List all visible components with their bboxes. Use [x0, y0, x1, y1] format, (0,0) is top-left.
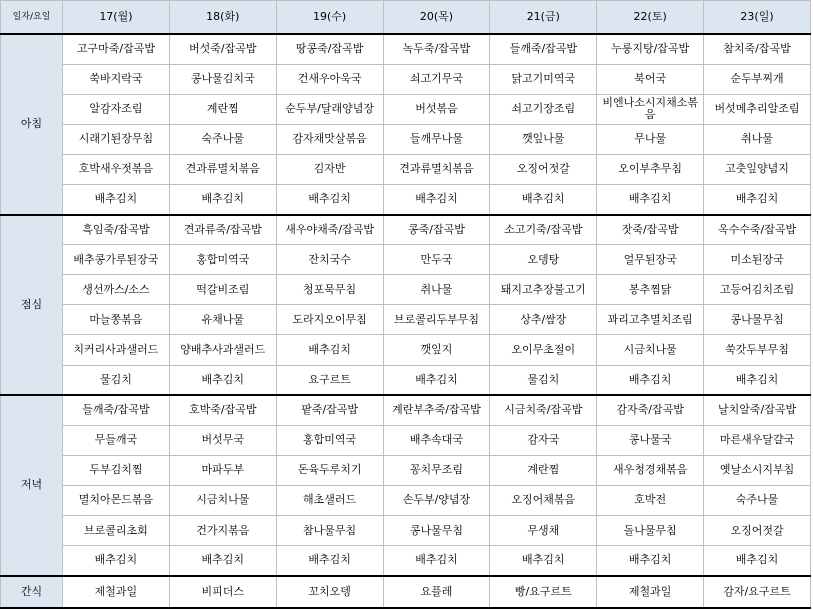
menu-cell: 고춧잎양념지 — [704, 154, 811, 184]
menu-row — [1, 395, 811, 425]
menu-row — [1, 546, 811, 576]
menu-cell: 감자국 — [490, 425, 597, 455]
menu-cell: 브로콜리두부무침 — [383, 305, 490, 335]
menu-cell: 고구마죽/잡곡밥 — [63, 34, 170, 64]
menu-row — [1, 124, 811, 154]
menu-cell: 두부김치찜 — [63, 455, 170, 485]
menu-cell: 쇠고기장조림 — [490, 94, 597, 124]
menu-cell: 손두부/양념장 — [383, 485, 490, 515]
menu-cell: 콩죽/잡곡밥 — [383, 215, 490, 245]
menu-row — [1, 184, 811, 214]
menu-cell: 소고기죽/잡곡밥 — [490, 215, 597, 245]
menu-cell: 요구르트 — [276, 365, 383, 395]
menu-cell: 계란찜 — [490, 455, 597, 485]
menu-cell: 취나물 — [383, 275, 490, 305]
day-header-fri: 21(금) — [490, 1, 597, 35]
menu-cell: 계란부추죽/잡곡밥 — [383, 395, 490, 425]
menu-cell: 깻잎지 — [383, 335, 490, 365]
menu-cell: 꽈리고추멸치조림 — [597, 305, 704, 335]
menu-cell: 브로콜리초회 — [63, 516, 170, 546]
menu-cell: 배추김치 — [597, 184, 704, 214]
menu-cell: 시금치나물 — [597, 335, 704, 365]
menu-cell: 무들깨국 — [63, 425, 170, 455]
menu-cell: 배추김치 — [63, 546, 170, 576]
menu-cell: 청포묵무침 — [276, 275, 383, 305]
menu-cell: 유채나물 — [169, 305, 276, 335]
menu-cell: 견과류멸치볶음 — [169, 154, 276, 184]
menu-cell: 쇠고기무국 — [383, 64, 490, 94]
menu-cell: 배추김치 — [383, 365, 490, 395]
menu-cell: 버섯죽/잡곡밥 — [169, 34, 276, 64]
menu-cell: 배추김치 — [276, 184, 383, 214]
menu-row — [1, 516, 811, 546]
menu-row — [1, 94, 811, 124]
menu-cell: 알감자조림 — [63, 94, 170, 124]
menu-cell: 감자/요구르트 — [704, 576, 811, 608]
menu-cell: 배추김치 — [490, 184, 597, 214]
menu-cell: 버섯볶음 — [383, 94, 490, 124]
menu-cell: 떡갈비조림 — [169, 275, 276, 305]
menu-cell: 치커리사과샐러드 — [63, 335, 170, 365]
menu-cell: 배추김치 — [169, 365, 276, 395]
menu-cell: 콩나물김치국 — [169, 64, 276, 94]
menu-cell: 멸치아몬드볶음 — [63, 485, 170, 515]
menu-cell: 요플레 — [383, 576, 490, 608]
menu-cell: 물김치 — [490, 365, 597, 395]
menu-cell: 순두부/달래양념장 — [276, 94, 383, 124]
menu-cell: 배추김치 — [383, 184, 490, 214]
menu-row — [1, 34, 811, 64]
menu-cell: 비피더스 — [169, 576, 276, 608]
menu-cell: 오징어젓갈 — [490, 154, 597, 184]
menu-row — [1, 215, 811, 245]
meal-label: 저녁 — [1, 395, 63, 576]
menu-cell: 닭고기미역국 — [490, 64, 597, 94]
menu-cell: 무생채 — [490, 516, 597, 546]
menu-cell: 견과류멸치볶음 — [383, 154, 490, 184]
menu-cell: 북어국 — [597, 64, 704, 94]
menu-cell: 배추김치 — [704, 365, 811, 395]
menu-cell: 무나물 — [597, 124, 704, 154]
menu-cell: 오이부추무침 — [597, 154, 704, 184]
menu-cell: 콩나물무침 — [704, 305, 811, 335]
menu-cell: 상추/쌈장 — [490, 305, 597, 335]
menu-cell: 고등어김치조림 — [704, 275, 811, 305]
menu-cell: 쑥갓두부무침 — [704, 335, 811, 365]
header-row — [1, 1, 811, 35]
meal-label: 아침 — [1, 34, 63, 215]
menu-cell: 숙주나물 — [704, 485, 811, 515]
menu-cell: 건가지볶음 — [169, 516, 276, 546]
meal-label: 점심 — [1, 215, 63, 396]
menu-cell: 봉추찜닭 — [597, 275, 704, 305]
menu-cell: 배추김치 — [63, 184, 170, 214]
menu-cell: 오뎅탕 — [490, 245, 597, 275]
menu-cell: 배추속대국 — [383, 425, 490, 455]
menu-row — [1, 485, 811, 515]
menu-cell: 홍합미역국 — [276, 425, 383, 455]
day-header-mon: 17(월) — [63, 1, 170, 35]
menu-cell: 버섯무국 — [169, 425, 276, 455]
menu-cell: 해초샐러드 — [276, 485, 383, 515]
menu-row — [1, 64, 811, 94]
menu-cell: 콩나물무침 — [383, 516, 490, 546]
menu-cell: 취나물 — [704, 124, 811, 154]
menu-row — [1, 455, 811, 485]
day-header-thu: 20(목) — [383, 1, 490, 35]
menu-cell: 들깨죽/잡곡밥 — [63, 395, 170, 425]
menu-cell: 누룽지탕/잡곡밥 — [597, 34, 704, 64]
menu-cell: 얼무된장국 — [597, 245, 704, 275]
menu-cell: 홍합미역국 — [169, 245, 276, 275]
menu-cell: 녹두죽/잡곡밥 — [383, 34, 490, 64]
menu-cell: 양배추사과샐러드 — [169, 335, 276, 365]
menu-row — [1, 365, 811, 395]
menu-cell: 비엔나소시지채소볶음 — [597, 94, 704, 124]
menu-cell: 땅콩죽/잡곡밥 — [276, 34, 383, 64]
menu-cell: 미소된장국 — [704, 245, 811, 275]
menu-cell: 빵/요구르트 — [490, 576, 597, 608]
menu-cell: 호박새우젓볶음 — [63, 154, 170, 184]
menu-row — [1, 335, 811, 365]
menu-cell: 감자채맛살볶음 — [276, 124, 383, 154]
menu-cell: 들깨무나물 — [383, 124, 490, 154]
menu-cell: 제철과일 — [63, 576, 170, 608]
menu-cell: 순두부찌개 — [704, 64, 811, 94]
menu-cell: 배추김치 — [276, 546, 383, 576]
menu-cell: 호박죽/잡곡밥 — [169, 395, 276, 425]
menu-cell: 제철과일 — [597, 576, 704, 608]
day-header-tue: 18(화) — [169, 1, 276, 35]
meal-label: 간식 — [1, 576, 63, 608]
day-header-sat: 22(토) — [597, 1, 704, 35]
menu-cell: 시금치나물 — [169, 485, 276, 515]
menu-cell: 호박전 — [597, 485, 704, 515]
menu-cell: 견과류죽/잡곡밥 — [169, 215, 276, 245]
menu-cell: 배추콩가루된장국 — [63, 245, 170, 275]
menu-cell: 쑥바지락국 — [63, 64, 170, 94]
menu-cell: 시래기된장무침 — [63, 124, 170, 154]
menu-cell: 돼지고추장불고기 — [490, 275, 597, 305]
menu-cell: 배추김치 — [490, 546, 597, 576]
menu-cell: 꼬치오뎅 — [276, 576, 383, 608]
menu-cell: 배추김치 — [704, 184, 811, 214]
menu-cell: 돌나물무침 — [597, 516, 704, 546]
menu-cell: 마른새우달걀국 — [704, 425, 811, 455]
menu-cell: 시금치죽/잡곡밥 — [490, 395, 597, 425]
menu-cell: 배추김치 — [169, 184, 276, 214]
menu-cell: 참치죽/잡곡밥 — [704, 34, 811, 64]
menu-cell: 배추김치 — [276, 335, 383, 365]
menu-cell: 콩나물국 — [597, 425, 704, 455]
menu-cell: 돈육두루치기 — [276, 455, 383, 485]
menu-cell: 오징어채볶음 — [490, 485, 597, 515]
menu-cell: 날치알죽/잡곡밥 — [704, 395, 811, 425]
menu-cell: 배추김치 — [597, 365, 704, 395]
menu-cell: 참나물무침 — [276, 516, 383, 546]
menu-row — [1, 576, 811, 608]
menu-cell: 만두국 — [383, 245, 490, 275]
menu-row — [1, 305, 811, 335]
menu-cell: 배추김치 — [383, 546, 490, 576]
day-header-sun: 23(일) — [704, 1, 811, 35]
menu-cell: 배추김치 — [704, 546, 811, 576]
menu-cell: 계란찜 — [169, 94, 276, 124]
day-header-wed: 19(수) — [276, 1, 383, 35]
menu-cell: 옛날소시지부침 — [704, 455, 811, 485]
menu-cell: 건새우아욱국 — [276, 64, 383, 94]
menu-cell: 마늘쫑볶음 — [63, 305, 170, 335]
menu-cell: 생선까스/소스 — [63, 275, 170, 305]
menu-row — [1, 425, 811, 455]
menu-cell: 잔치국수 — [276, 245, 383, 275]
menu-cell: 배추김치 — [169, 546, 276, 576]
menu-row — [1, 245, 811, 275]
menu-cell: 오징어젓갈 — [704, 516, 811, 546]
menu-cell: 들깨죽/잡곡밥 — [490, 34, 597, 64]
menu-cell: 옥수수죽/잡곡밥 — [704, 215, 811, 245]
menu-cell: 물김치 — [63, 365, 170, 395]
menu-cell: 도라지오이무침 — [276, 305, 383, 335]
menu-cell: 흑임죽/잡곡밥 — [63, 215, 170, 245]
menu-cell: 숙주나물 — [169, 124, 276, 154]
menu-cell: 새우청경채볶음 — [597, 455, 704, 485]
menu-cell: 새우야채죽/잡곡밥 — [276, 215, 383, 245]
menu-cell: 김자반 — [276, 154, 383, 184]
menu-cell: 꽁치무조림 — [383, 455, 490, 485]
menu-row — [1, 275, 811, 305]
menu-row — [1, 154, 811, 184]
menu-cell: 배추김치 — [597, 546, 704, 576]
menu-cell: 팥죽/잡곡밥 — [276, 395, 383, 425]
menu-cell: 깻잎나물 — [490, 124, 597, 154]
menu-cell: 마파두부 — [169, 455, 276, 485]
menu-body — [1, 34, 811, 608]
menu-cell: 버섯메추리알조림 — [704, 94, 811, 124]
corner-label: 일자/요일 — [1, 1, 63, 35]
menu-cell: 감자죽/잡곡밥 — [597, 395, 704, 425]
menu-cell: 잣죽/잡곡밥 — [597, 215, 704, 245]
menu-cell: 오이무초절이 — [490, 335, 597, 365]
